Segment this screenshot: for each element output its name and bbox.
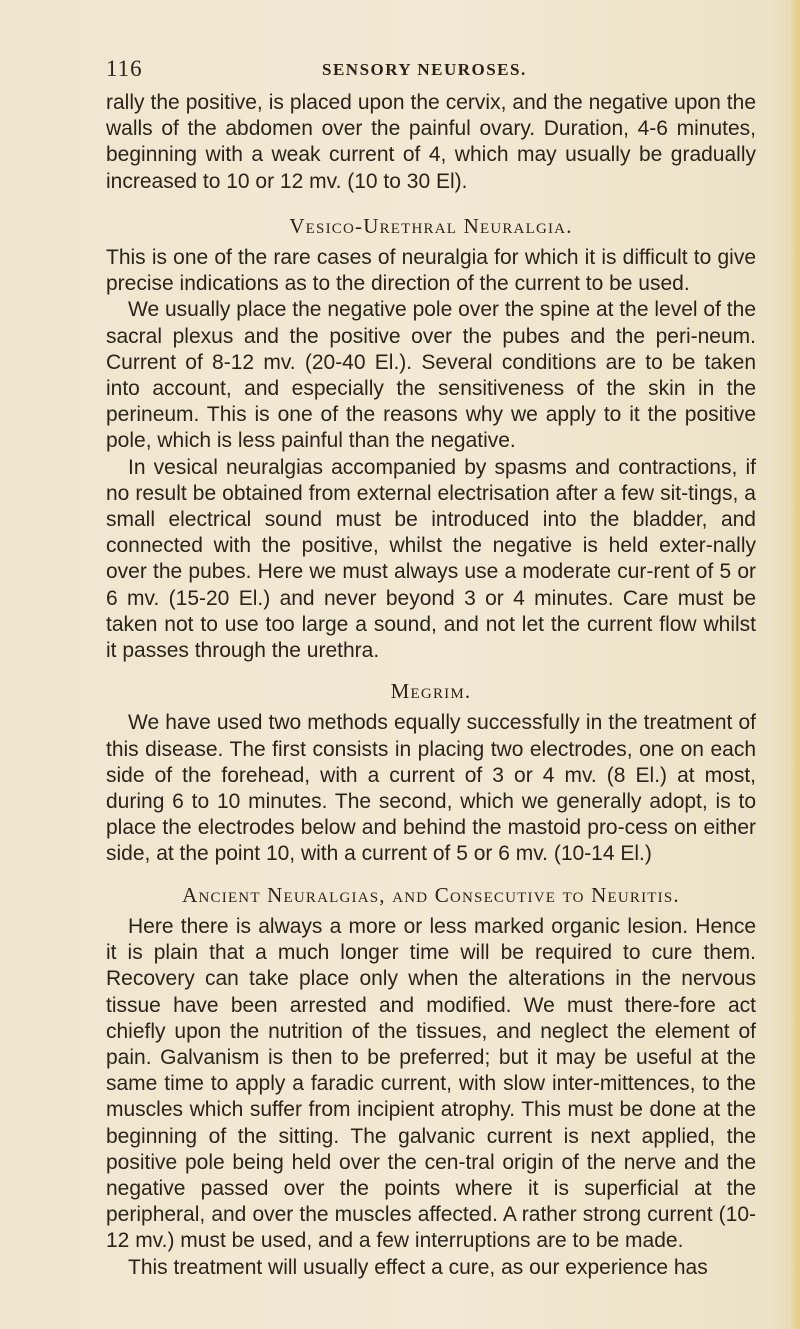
running-head-title: SENSORY NEUROSES.: [322, 60, 527, 79]
paragraph-continued: rally the positive, is placed upon the cervix, and the negative upon the walls of the abdomen over the painful ovary. Duration, 4-6 minutes, beginning with a weak current of 4, which may usually be gradually increased to 10 or 12 mv. (10 to 30 El).: [106, 91, 756, 193]
paragraph: Here there is always a more or less marked organic lesion. Hence it is plain that a much longer time will be required to cure them. Recovery can take place only when the alterations in the nervous tissue have been arrested and modified. We must there-fore act chiefly upon the nutrition of the tissues, and neglect the element of pain. Galvanism is then to be preferred; but it may be useful at the same time to apply a faradic current, with slow inter-mittences, to the muscles which suffer from incipient atrophy. This must be done at the beginning of the sitting. The galvanic current is next applied, the positive pole being held over the cen-tral origin of the nerve and the negative passed over the points where it is superficial at the peripheral, and over the muscles affected. A rather strong current (10-12 mv.) must be used, and a few interruptions are to be made.: [106, 914, 756, 1253]
section-heading-ancient-neuralgias: Ancient Neuralgias, and Consecutive to Neuritis.: [182, 882, 680, 907]
page-number: 116: [106, 56, 143, 81]
running-head: [106, 56, 746, 90]
paragraph: In vesical neuralgias accompanied by spasms and contractions, if no result be obtained from external electrisation after a few sit-tings, a small electrical sound must be introduced into the bladder, and connected with the positive, whilst the negative is held exter-nally over the pubes. Here we must always use a moderate cur-rent of 5 or 6 mv. (15-20 El.) and never beyond 3 or 4 minutes. Care must be taken not to use too large a sound, and not let the current flow whilst it passes through the urethra.: [106, 455, 756, 663]
body-text: [106, 90, 756, 1281]
paragraph: This is one of the rare cases of neuralgia for which it is difficult to give precise indications as to the direction of the current to be used.: [106, 246, 756, 296]
paragraph: This treatment will usually effect a cure, as our experience has: [128, 1255, 708, 1279]
section-heading-vesico-urethral: Vesico-Urethral Neuralgia.: [289, 213, 573, 238]
paragraph: We usually place the negative pole over the spine at the level of the sacral plexus and the positive over the pubes and the peri-neum. Current of 8-12 mv. (20-40 El.). Several conditions are to be taken into account, and especially the sensitiveness of the skin in the perineum. This is one of the reasons why we apply to it the positive pole, which is less painful than the negative.: [106, 298, 756, 453]
page-edge-shadow: [790, 0, 800, 1329]
section-heading-megrim: Megrim.: [390, 679, 472, 704]
paragraph: We have used two methods equally successfully in the treatment of this disease. The first consists in placing two electrodes, one on each side of the forehead, with a current of 3 or 4 mv. (8 El.) at most, during 6 to 10 minutes. The second, which we generally adopt, is to place the electrodes below and behind the mastoid pro-cess on either side, at the point 10, with a current of 5 or 6 mv. (10-14 El.): [106, 711, 756, 866]
